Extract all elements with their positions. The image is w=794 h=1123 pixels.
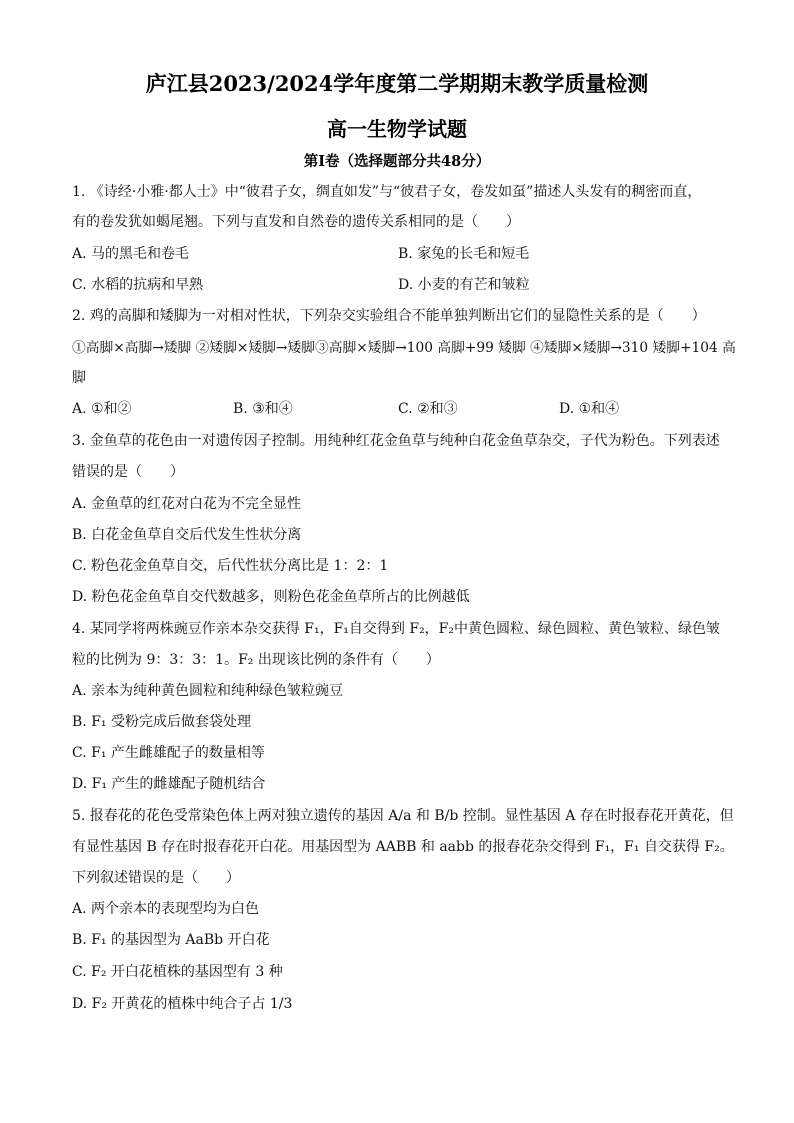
question-3-option-a: A. 金鱼草的红花对白花为不完全显性	[72, 496, 302, 512]
question-1-option-a: A. 马的黑毛和卷毛	[72, 246, 190, 262]
question-5-option-c: C. F₂ 开白花植株的基因型有 3 种	[72, 964, 283, 980]
question-1-option-c: C. 水稻的抗病和早熟	[72, 277, 204, 293]
question-2-stem-line: ①高脚×高脚→矮脚 ②矮脚×矮脚→矮脚③高脚×矮脚→100 高脚+99 矮脚 ④矮脚×矮脚→310 矮脚+104 高	[72, 340, 736, 356]
question-1-option-b: B. 家兔的长毛和短毛	[398, 246, 530, 262]
question-5-stem-line: 5. 报春花的花色受常染色体上两对独立遗传的基因 A/a 和 B/b 控制。显性基因 A 存在时报春花开黄花，但	[72, 808, 734, 824]
question-1-stem-line: 1. 《诗经·小雅·都人士》中“彼君子女，绸直如发”与“彼君子女，卷发如虿”描述人头发有的稠密而直，	[72, 184, 702, 200]
question-3-option-d: D. 粉色花金鱼草自交代数越多，则粉色花金鱼草所占的比例越低	[72, 589, 470, 605]
subject-title: 高一生物学试题	[327, 117, 467, 141]
question-5-option-d: D. F₂ 开黄花的植株中纯合子占 1/3	[72, 996, 293, 1012]
question-2-stem-line: 脚	[72, 370, 86, 386]
question-1-option-d: D. 小麦的有芒和皱粒	[398, 277, 530, 293]
question-2-stem-line: 2. 鸡的高脚和矮脚为一对相对性状，下列杂交实验组合不能单独判断出它们的显隐性关系的是（ ）	[72, 308, 706, 324]
section-title: 第Ⅰ卷（选择题部分共48分）	[303, 153, 491, 170]
question-4-option-a: A. 亲本为纯种黄色圆粒和纯种绿色皱粒豌豆	[72, 683, 344, 699]
question-3-option-c: C. 粉色花金鱼草自交，后代性状分离比是 1：2：1	[72, 558, 389, 574]
exam-title: 庐江县2023/2024学年度第二学期期末教学质量检测	[145, 71, 649, 96]
question-4-stem-line: 粒的比例为 9：3：3：1。F₂ 出现该比例的条件有（ ）	[72, 652, 440, 668]
question-4-option-d: D. F₁ 产生的雌雄配子随机结合	[72, 776, 266, 792]
question-4-option-b: B. F₁ 受粉完成后做套袋处理	[72, 714, 251, 730]
question-5-stem-line: 有显性基因 B 存在时报春花开白花。用基因型为 AABB 和 aabb 的报春花杂交得到 F₁，F₁ 自交获得 F₂。	[72, 839, 734, 855]
question-2-option-c: C. ②和③	[398, 401, 458, 417]
question-4-stem-line: 4. 某同学将两株豌豆作亲本杂交获得 F₁，F₁自交得到 F₂，F₂中黄色圆粒、绿色圆粒、黄色皱粒、绿色皱	[72, 621, 721, 637]
question-3-option-b: B. 白花金鱼草自交后代发生性状分离	[72, 527, 302, 543]
question-5-option-a: A. 两个亲本的表现型均为白色	[72, 901, 260, 917]
question-2-option-d: D. ①和④	[559, 401, 620, 417]
question-2-option-a: A. ①和②	[72, 401, 132, 417]
question-3-stem-line: 3. 金鱼草的花色由一对遗传因子控制。用纯种红花金鱼草与纯种白花金鱼草杂交，子代为粉色。下列表述	[72, 433, 720, 449]
question-1-stem-line: 有的卷发犹如蝎尾翘。下列与直发和自然卷的遗传关系相同的是（ ）	[72, 214, 520, 230]
question-3-stem-line: 错误的是（ ）	[72, 464, 184, 480]
question-2-option-b: B. ③和④	[233, 401, 293, 417]
question-4-option-c: C. F₁ 产生雌雄配子的数量相等	[72, 745, 265, 761]
question-5-stem-line: 下列叙述错误的是（ ）	[72, 870, 240, 886]
question-5-option-b: B. F₁ 的基因型为 AaBb 开白花	[72, 932, 270, 948]
